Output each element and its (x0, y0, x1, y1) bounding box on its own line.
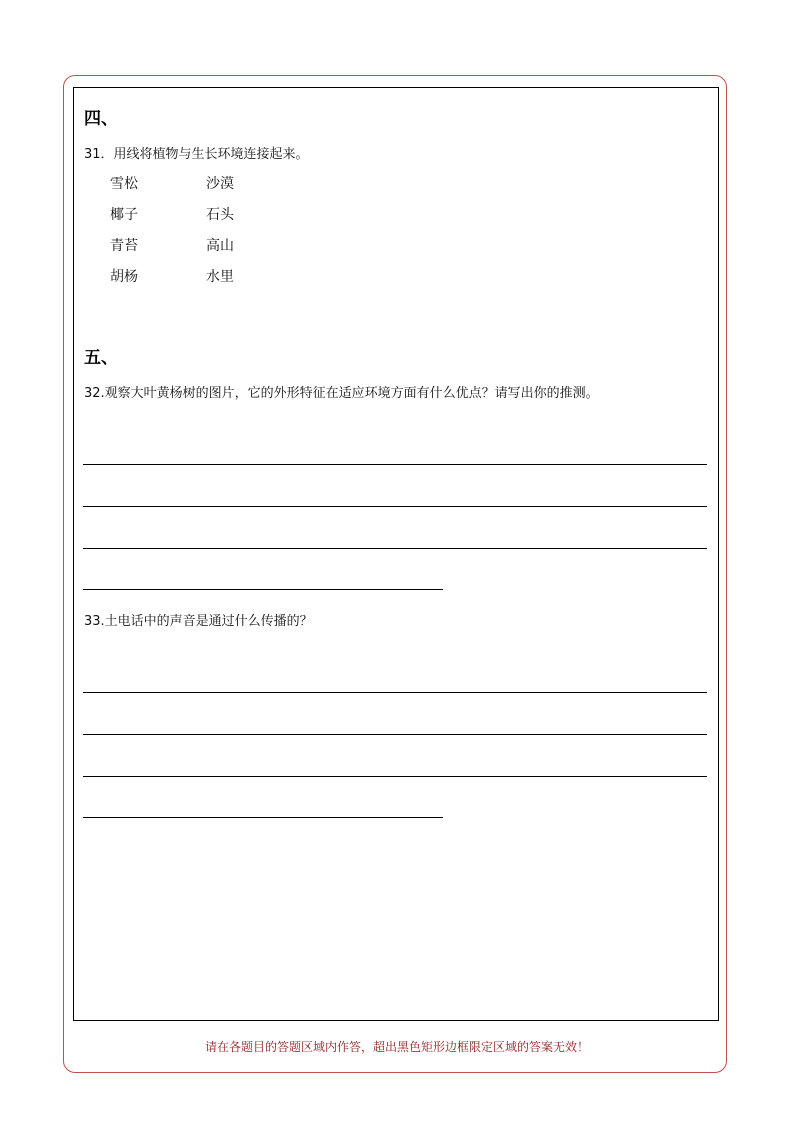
plant-label: 椰子 (110, 207, 138, 223)
answer-line[interactable] (83, 506, 707, 507)
answer-line[interactable] (83, 464, 707, 465)
answer-line[interactable] (83, 692, 707, 693)
plant-label: 雪松 (110, 176, 138, 192)
answer-line[interactable] (83, 589, 443, 590)
plant-label: 青苔 (110, 238, 138, 254)
environment-label: 高山 (206, 238, 234, 254)
section-four-title: 四、 (84, 109, 118, 129)
question-32-text: 32.观察大叶黄杨树的图片，它的外形特征在适应环境方面有什么优点？请写出你的推测。 (84, 386, 599, 401)
question-31-text: 31．用线将植物与生长环境连接起来。 (84, 147, 309, 162)
question-33-text: 33.土电话中的声音是通过什么传播的？ (84, 614, 313, 629)
environment-label: 水里 (206, 269, 234, 285)
section-five-title: 五、 (84, 348, 118, 368)
answer-line[interactable] (83, 817, 443, 818)
answer-line[interactable] (83, 734, 707, 735)
answer-line[interactable] (83, 776, 707, 777)
plant-label: 胡杨 (110, 269, 138, 285)
answer-area-warning: 请在各题目的答题区域内作答，超出黑色矩形边框限定区域的答案无效！ (204, 1040, 589, 1054)
answer-line[interactable] (83, 548, 707, 549)
environment-label: 石头 (206, 207, 234, 223)
environment-label: 沙漠 (206, 176, 234, 192)
answer-area-border (73, 87, 719, 1021)
